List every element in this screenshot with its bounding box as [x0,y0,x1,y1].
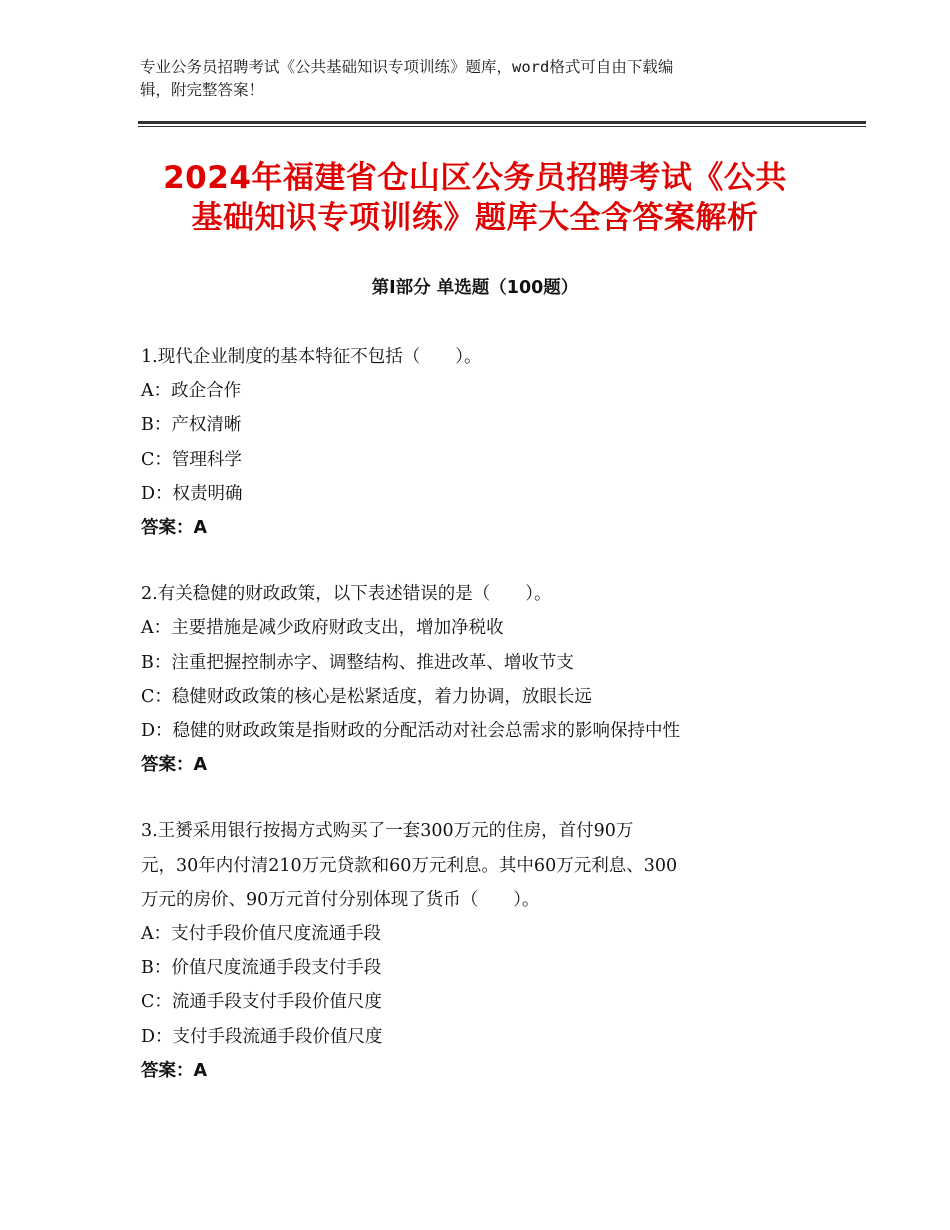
question-option-d: D：稳健的财政政策是指财政的分配活动对社会总需求的影响保持中性 [141,721,681,742]
header-note-line-1: 专业公务员招聘考试《公共基础知识专项训练》题库，word格式可自由下载编 [140,58,674,76]
question-stem-line-3: 万元的房价、90万元首付分别体现了货币（ ）。 [141,889,540,910]
answer-label: 答案： [141,1060,194,1081]
question-list [141,340,811,1120]
question-option-b: B：注重把握控制赤字、调整结构、推进改革、增收节支 [141,652,574,673]
answer-label: 答案： [141,755,194,776]
question-option-d: D：权责明确 [141,483,243,504]
question-stem-line-1: 3.王赟采用银行按揭方式购买了一套300万元的住房，首付90万 [141,821,634,842]
answer-value: A [193,755,208,776]
header-divider-thin [138,126,866,127]
question-stem-line-2: 元，30年内付清210万元贷款和60万元利息。其中60万元利息、300 [141,855,678,876]
header-note [140,56,800,102]
question-answer [141,748,811,782]
answer-value: A [193,518,208,539]
answer-value: A [193,1060,208,1081]
question-option-b: B：价值尺度流通手段支付手段 [141,958,382,979]
question-2 [141,577,811,782]
question-option-d: D：支付手段流通手段价值尺度 [141,1026,383,1047]
question-option-c: C：稳健财政政策的核心是松紧适度，着力协调，放眼长远 [141,686,592,707]
document-title-line-2: 基础知识专项训练》题库大全含答案解析 [191,200,759,236]
document-title [120,158,830,238]
answer-label: 答案： [141,518,194,539]
question-answer [141,1054,811,1088]
section-title: 第Ⅰ部分 单选题（100题） [371,278,579,298]
question-answer [141,511,811,545]
question-1 [141,340,811,545]
question-option-a: A：政企合作 [141,381,242,402]
question-option-b: B：产权清晰 [141,415,242,436]
question-option-a: A：主要措施是减少政府财政支出，增加净税收 [141,618,504,639]
question-option-c: C：流通手段支付手段价值尺度 [141,992,382,1013]
question-stem: 1.现代企业制度的基本特征不包括（ ）。 [141,347,482,367]
question-stem: 2.有关稳健的财政政策，以下表述错误的是（ ）。 [141,584,552,605]
question-option-a: A：支付手段价值尺度流通手段 [141,924,382,945]
question-option-c: C：管理科学 [141,449,242,470]
header-note-line-2: 辑，附完整答案！ [140,81,265,99]
question-3 [141,814,811,1088]
header-divider-thick [138,121,866,124]
document-title-line-1: 2024年福建省仓山区公务员招聘考试《公共 [163,160,787,196]
